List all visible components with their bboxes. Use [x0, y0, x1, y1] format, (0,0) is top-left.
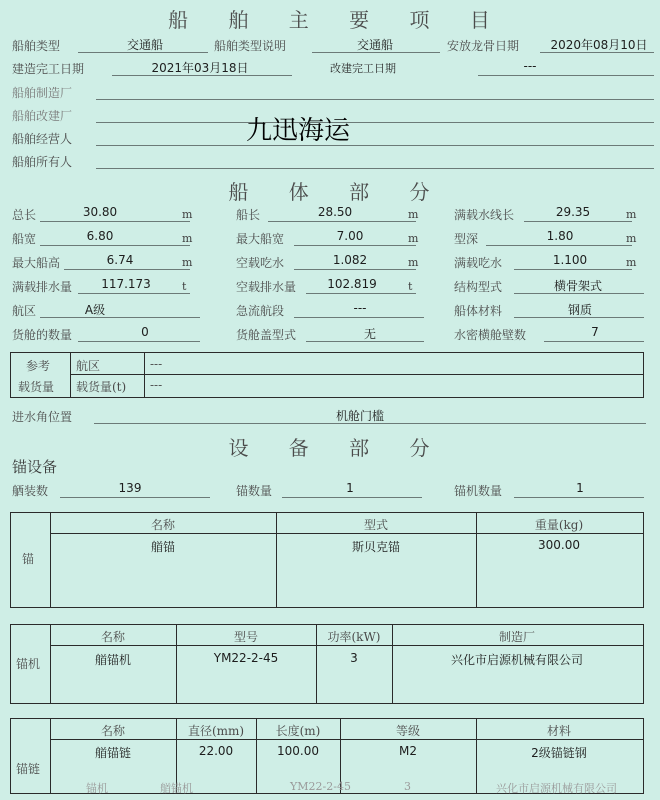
- chain-header: 等级: [395, 724, 420, 738]
- anchor-header-type: 型式: [363, 518, 388, 532]
- chain-cell: 2级锚链钢: [531, 746, 587, 760]
- outfit-label: 舾装数: [12, 484, 49, 498]
- hull-value: ---: [353, 301, 367, 315]
- windlass-cell: 艏锚机: [94, 653, 131, 667]
- ship-type-label: 船舶类型: [12, 39, 61, 53]
- owner-label: 船舶所有人: [12, 155, 73, 169]
- chain-header: 名称: [100, 724, 125, 738]
- windlass-count-label: 锚机数量: [454, 484, 503, 498]
- operator-label: 船舶经营人: [12, 132, 73, 146]
- chain-cell: 艏锚链: [94, 746, 131, 760]
- hull-label: 最大船宽: [236, 232, 285, 246]
- chain-cell: M2: [399, 744, 417, 758]
- windlass-header: 功率(kW): [327, 630, 381, 644]
- section-hull-title: 船 体 部 分: [228, 180, 432, 204]
- section-equipment-title: 设 备 部 分: [228, 436, 432, 460]
- anchor-cell: 艏锚: [150, 540, 175, 554]
- hull-unit: m: [182, 256, 193, 269]
- windlass-count-value: 1: [576, 481, 584, 495]
- anchor-table-side-label: 锚: [22, 552, 35, 566]
- anchor-count-value: 1: [346, 481, 354, 495]
- rebuilt-date-value: ---: [523, 59, 537, 73]
- anchor-header-weight: 重量(kg): [534, 518, 584, 532]
- hull-label: 满载吃水: [454, 256, 503, 270]
- hull-label: 水密横舱壁数: [454, 328, 527, 342]
- hull-value: 1.082: [332, 253, 368, 267]
- chain-header: 长度(m): [275, 724, 321, 738]
- hull-label: 船体材料: [454, 304, 503, 318]
- hull-label: 船宽: [12, 232, 37, 246]
- hull-label: 总长: [12, 208, 37, 222]
- hull-value: 1.100: [552, 253, 588, 267]
- bleed-through-text: 艏锚机: [160, 782, 193, 795]
- hull-label: 急流航段: [236, 304, 285, 318]
- hull-label: 航区: [12, 304, 37, 318]
- hull-unit: m: [182, 232, 193, 245]
- hull-value: 7: [591, 325, 599, 339]
- anchor-equipment-heading: 锚设备: [12, 458, 58, 476]
- watermark-text: 九迅海运: [246, 116, 351, 146]
- hull-label: 结构型式: [454, 280, 503, 294]
- bleed-through-text: 兴化市启源机械有限公司: [496, 782, 617, 795]
- hull-value: 30.80: [82, 205, 118, 219]
- hull-value: 28.50: [317, 205, 353, 219]
- windlass-cell: YM22-2-45: [213, 651, 279, 665]
- hull-label: 满载排水量: [12, 280, 73, 294]
- hull-unit: m: [182, 208, 193, 221]
- type-desc-label: 船舶类型说明: [214, 39, 287, 53]
- reference-label-top: 参考: [26, 359, 51, 373]
- hull-label: 满载水线长: [454, 208, 515, 222]
- reference-area-label: 航区: [76, 359, 101, 373]
- hull-label: 船长: [236, 208, 261, 222]
- hull-value: 0: [141, 325, 149, 339]
- built-date-value: 2021年03月18日: [151, 61, 249, 75]
- chain-header: 直径(mm): [187, 724, 245, 738]
- hull-value: 117.173: [101, 277, 151, 291]
- bleed-through-text: YM22-2-45: [290, 780, 351, 793]
- hull-unit: t: [408, 280, 413, 293]
- outfit-value: 139: [118, 481, 142, 495]
- chain-header: 材料: [546, 724, 571, 738]
- ship-type-value: 交通船: [126, 38, 163, 52]
- reference-load-value: ---: [150, 378, 163, 392]
- bleed-through-text: 锚机: [86, 782, 108, 795]
- hull-value: 102.819: [327, 277, 377, 291]
- hull-value: 无: [363, 327, 376, 341]
- hull-value: 6.74: [106, 253, 134, 267]
- anchor-cell: 300.00: [538, 538, 580, 552]
- hull-label: 型深: [454, 232, 479, 246]
- windlass-cell: 3: [350, 651, 358, 665]
- windlass-header: 制造厂: [498, 630, 535, 644]
- windlass-table-side-label: 锚机: [16, 657, 41, 671]
- windlass-cell: 兴化市启源机械有限公司: [450, 653, 583, 667]
- anchor-count-label: 锚数量: [236, 484, 273, 498]
- hull-label: 空载吃水: [236, 256, 285, 270]
- reference-area-value: ---: [150, 357, 163, 371]
- windlass-header: 名称: [100, 630, 125, 644]
- reference-load-label: 载货量(t): [76, 380, 127, 394]
- built-date-label: 建造完工日期: [12, 62, 85, 76]
- flooding-label: 进水角位置: [12, 410, 73, 424]
- hull-label: 货舱的数量: [12, 328, 73, 342]
- hull-value: A级: [84, 303, 106, 317]
- hull-unit: m: [626, 232, 637, 245]
- hull-value: 7.00: [336, 229, 364, 243]
- hull-value: 钢质: [567, 303, 592, 317]
- chain-table-side-label: 锚链: [16, 762, 41, 776]
- hull-unit: m: [626, 208, 637, 221]
- hull-unit: m: [408, 232, 419, 245]
- hull-value: 6.80: [86, 229, 114, 243]
- hull-label: 货舱盖型式: [236, 328, 297, 342]
- keel-date-label: 安放龙骨日期: [447, 39, 520, 53]
- rebuilder-label: 船舶改建厂: [12, 109, 73, 123]
- hull-value: 1.80: [546, 229, 574, 243]
- windlass-header: 型号: [233, 630, 258, 644]
- hull-unit: m: [408, 208, 419, 221]
- hull-value: 横骨架式: [553, 279, 602, 293]
- keel-date-value: 2020年08月10日: [550, 38, 648, 52]
- anchor-cell: 斯贝克锚: [351, 540, 400, 554]
- flooding-value: 机舱门槛: [335, 409, 384, 423]
- hull-unit: m: [408, 256, 419, 269]
- chain-cell: 100.00: [277, 744, 319, 758]
- anchor-header-name: 名称: [150, 518, 175, 532]
- chain-cell: 22.00: [198, 744, 234, 758]
- hull-value: 29.35: [555, 205, 591, 219]
- builder-label: 船舶制造厂: [12, 86, 73, 100]
- rebuilt-date-label: 改建完工日期: [330, 62, 396, 75]
- bleed-through-text: 3: [404, 780, 411, 793]
- hull-unit: m: [626, 256, 637, 269]
- hull-label: 空载排水量: [236, 280, 297, 294]
- page-title: 船 舶 主 要 项 目: [168, 8, 492, 32]
- type-desc-value: 交通船: [356, 38, 393, 52]
- hull-unit: t: [182, 280, 187, 293]
- reference-label-bottom: 载货量: [18, 380, 55, 394]
- hull-label: 最大船高: [12, 256, 61, 270]
